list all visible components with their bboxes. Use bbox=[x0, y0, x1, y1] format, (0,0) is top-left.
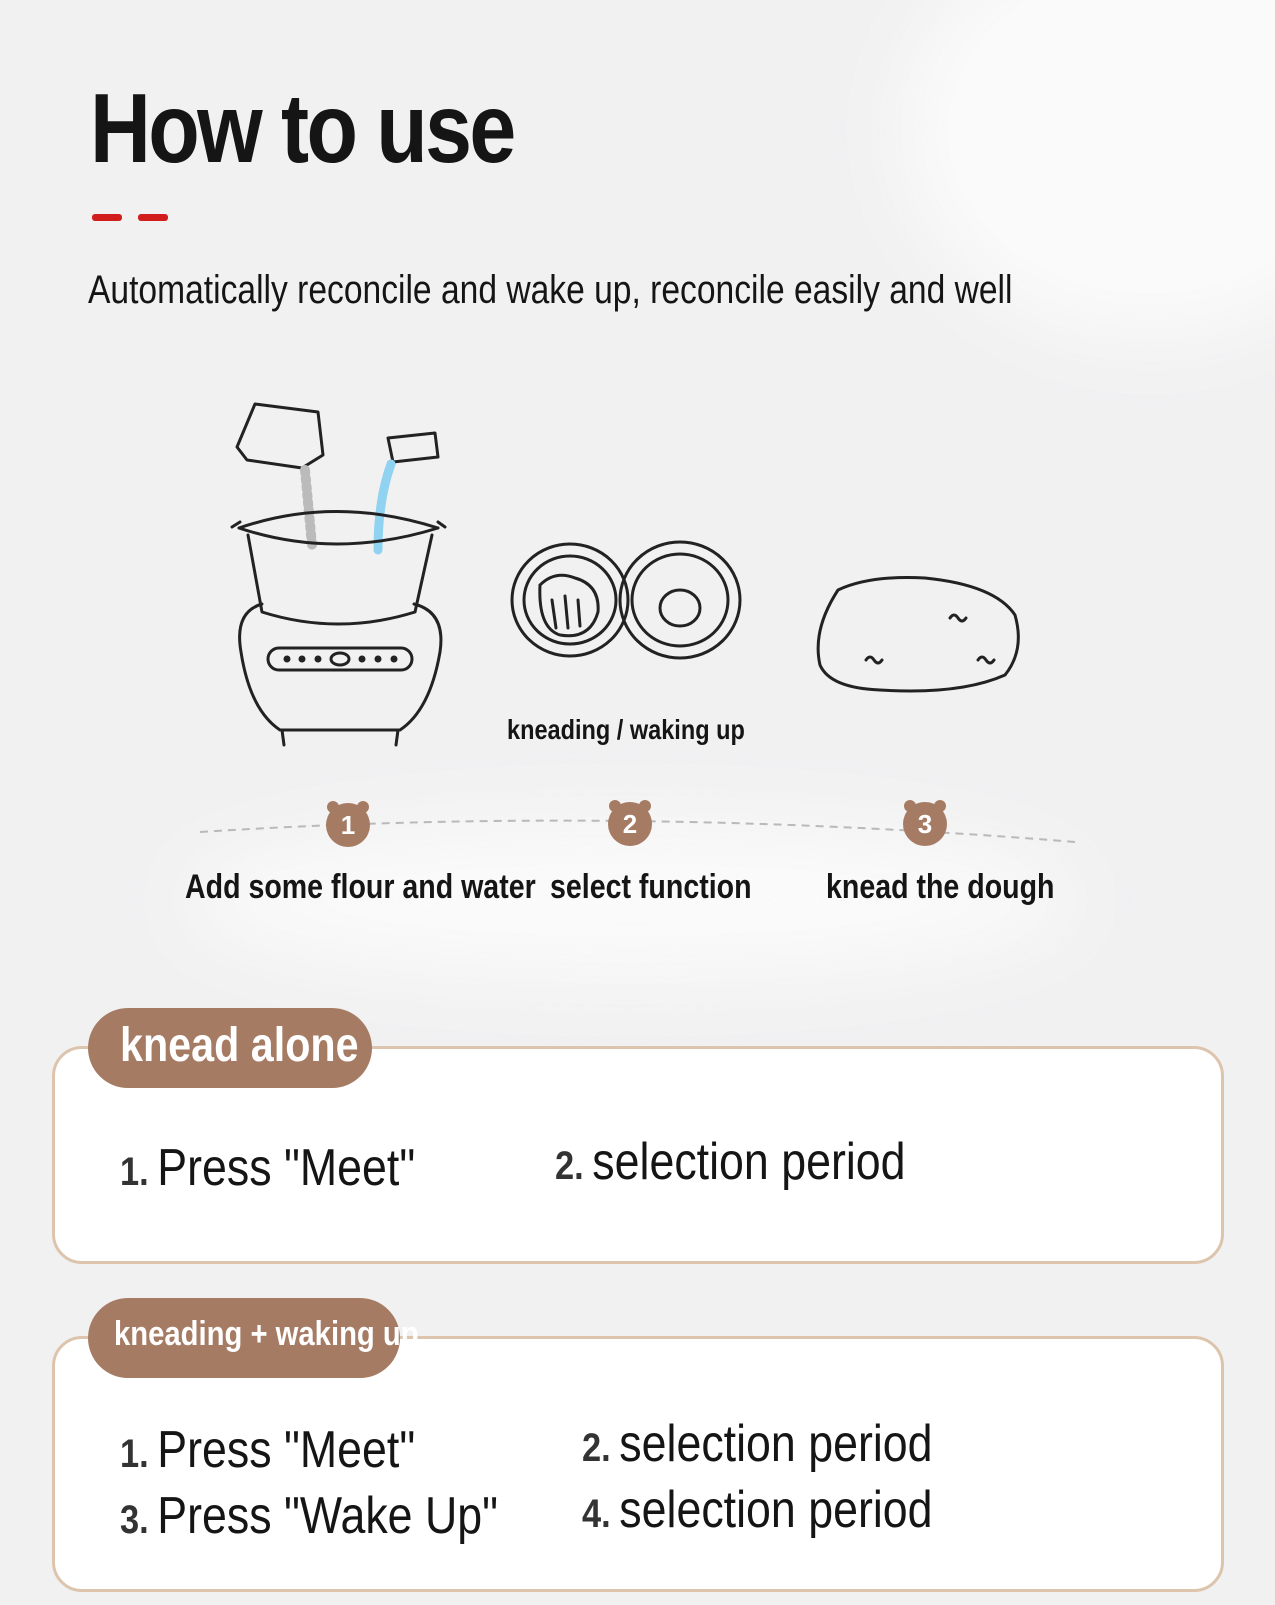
item-number: 2. bbox=[582, 1426, 611, 1470]
illustration-label: kneading / waking up bbox=[507, 714, 745, 745]
instruction-item bbox=[120, 1420, 415, 1480]
panel-tag bbox=[88, 1008, 372, 1088]
panel-tag bbox=[88, 1298, 419, 1378]
panel-tag-label: kneading + waking up bbox=[114, 1315, 419, 1353]
item-number: 4. bbox=[582, 1492, 611, 1536]
instruction-item bbox=[120, 1138, 415, 1198]
step-label: Add some flour and water bbox=[185, 868, 536, 906]
item-number: 3. bbox=[120, 1498, 149, 1542]
instruction-item bbox=[582, 1480, 933, 1540]
item-number: 2. bbox=[555, 1144, 584, 1188]
instruction-item bbox=[555, 1132, 906, 1192]
item-text: Press "Meet" bbox=[157, 1421, 416, 1479]
item-text: selection period bbox=[619, 1481, 933, 1539]
page-subtitle: Automatically reconcile and wake up, reconcile easily and well bbox=[88, 268, 1013, 312]
step-number: 3 bbox=[917, 809, 933, 839]
step-number: 2 bbox=[622, 809, 638, 839]
step-number: 1 bbox=[340, 810, 356, 840]
page-title: How to use bbox=[90, 73, 514, 183]
instruction-item bbox=[582, 1414, 933, 1474]
item-number: 1. bbox=[120, 1432, 149, 1476]
item-number: 1. bbox=[120, 1150, 149, 1194]
instruction-item bbox=[120, 1486, 498, 1546]
step-label: knead the dough bbox=[826, 868, 1055, 906]
item-text: Press "Wake Up" bbox=[157, 1487, 499, 1545]
step-label: select function bbox=[550, 868, 752, 906]
item-text: Press "Meet" bbox=[157, 1139, 416, 1197]
item-text: selection period bbox=[592, 1133, 906, 1191]
panel-tag-label: knead alone bbox=[120, 1019, 359, 1072]
item-text: selection period bbox=[619, 1415, 933, 1473]
